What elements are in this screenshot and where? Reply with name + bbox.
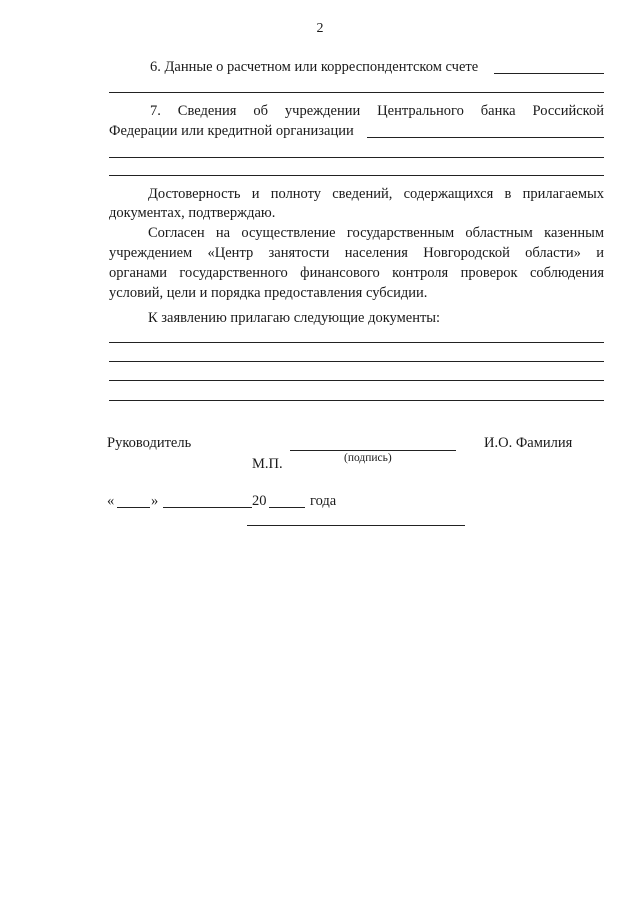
confirm-line1: Достоверность и полноту сведений, содержащихся в прилагаемых <box>148 186 604 202</box>
attachment-line-2[interactable] <box>109 361 604 362</box>
date-close-quote: » <box>151 493 159 509</box>
page-number: 2 <box>316 21 324 36</box>
item6-label: 6. Данные о расчетном или корреспондентском счете <box>150 59 479 75</box>
signature-caption: (подпись) <box>344 452 392 464</box>
bank-field-line-3[interactable] <box>109 175 604 176</box>
account-field-line-1[interactable] <box>494 73 604 74</box>
item7-line2: Федерации или кредитной организации <box>109 123 354 139</box>
date-century: 20 <box>252 493 267 509</box>
bank-field-line-2[interactable] <box>109 157 604 158</box>
attachment-line-1[interactable] <box>109 342 604 343</box>
bottom-line[interactable] <box>247 525 465 526</box>
date-year-line[interactable] <box>269 507 305 508</box>
signature-line[interactable] <box>290 450 456 451</box>
signature-name: И.О. Фамилия <box>484 435 573 451</box>
date-day-line[interactable] <box>117 507 150 508</box>
consent-line3: органами государственного финансового контроля проверок соблюдения <box>109 265 604 281</box>
attachment-line-4[interactable] <box>109 400 604 401</box>
bank-field-line-1[interactable] <box>367 137 604 138</box>
stamp-label: М.П. <box>252 456 283 472</box>
signature-role: Руководитель <box>107 435 192 451</box>
confirm-line2: документах, подтверждаю. <box>109 205 276 221</box>
account-field-line-2[interactable] <box>109 92 604 93</box>
attachments-label: К заявлению прилагаю следующие документы: <box>148 310 441 326</box>
consent-line2: учреждением «Центр занятости населения Новгородской области» и <box>109 245 604 261</box>
consent-line4: условий, цели и порядка предоставления субсидии. <box>109 285 428 301</box>
date-suffix: года <box>310 493 337 509</box>
date-month-line[interactable] <box>163 507 252 508</box>
consent-line1: Согласен на осуществление государственным областным казенным <box>148 225 604 241</box>
date-open-quote: « <box>107 493 115 509</box>
attachment-line-3[interactable] <box>109 380 604 381</box>
item7-line1: 7. Сведения об учреждении Центрального банка Российской <box>150 103 604 119</box>
